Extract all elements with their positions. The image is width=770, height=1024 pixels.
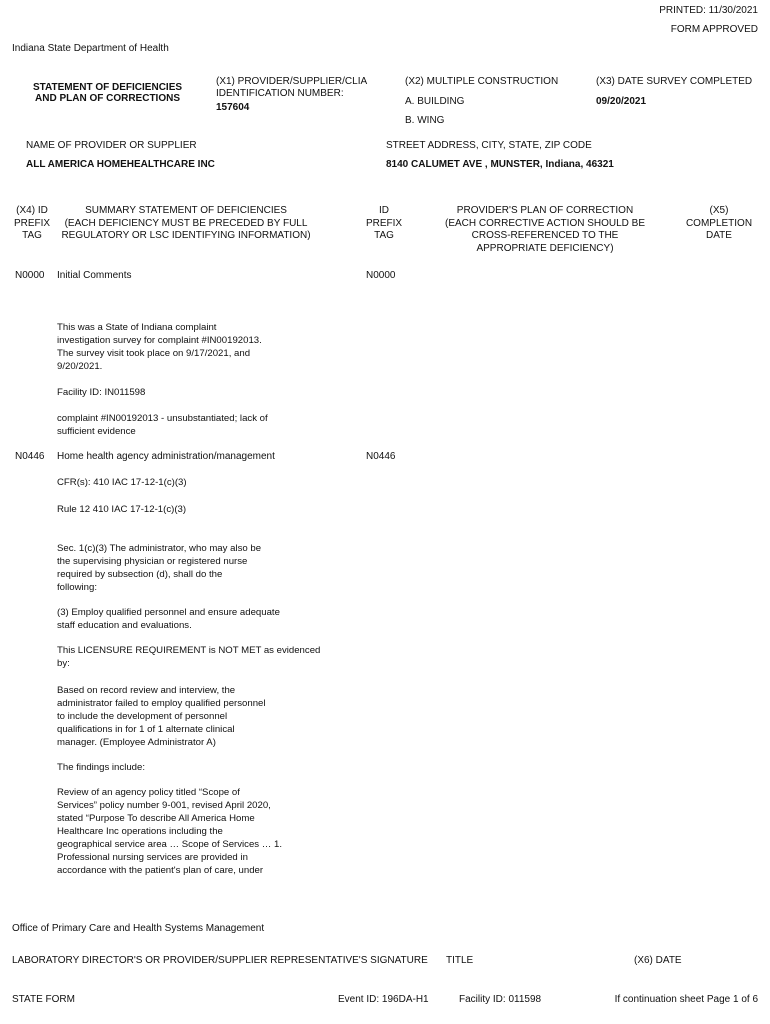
x2-label: (X2) MULTIPLE CONSTRUCTION	[405, 76, 559, 87]
n0446-paragraph-6: Review of an agency policy titled “Scope of Services” policy number 9-001, revised April 2020, stated “Purpose To describe All America Home Healthcare Inc operations including the geographical service area … Scope of Services … 1. Professional nursing services are provided in accordance with the patient's plan of care, under	[57, 787, 283, 876]
provider-value: ALL AMERICA HOMEHEALTHCARE INC	[26, 159, 215, 170]
address-label: STREET ADDRESS, CITY, STATE, ZIP CODE	[386, 140, 592, 151]
n0446-paragraph-4: Based on record review and interview, the administrator failed to employ qualified personnel to include the development of personnel qualifications in for 1 of 1 alternate clinical manager. (Employee Administrator A)	[57, 685, 266, 748]
col-x4-header: (X4) ID PREFIX TAG	[13, 205, 51, 241]
id-tag-n0446: N0446	[366, 451, 396, 462]
x2-building: A. BUILDING	[405, 96, 465, 107]
x3-value: 09/20/2021	[596, 96, 647, 107]
n0446-rule: Rule 12 410 IAC 17-12-1(c)(3)	[57, 504, 187, 515]
signature-label: LABORATORY DIRECTOR'S OR PROVIDER/SUPPLIER REPRESENTATIVE'S SIGNATURE	[12, 955, 428, 966]
n0000-paragraph-1: This was a State of Indiana complaint investigation survey for complaint #IN00192013. The survey visit took place on 9/17/2021, and 9/20/2021.	[57, 322, 262, 372]
x2-wing: B. WING	[405, 115, 445, 126]
tag-n0000: N0000	[15, 270, 45, 281]
x3-label: (X3) DATE SURVEY COMPLETED	[596, 76, 753, 87]
n0446-paragraph-5: The findings include:	[57, 762, 145, 773]
n0446-paragraph-3: This LICENSURE REQUIREMENT is NOT MET as evidenced by:	[57, 645, 321, 669]
n0000-facility-id: Facility ID: IN011598	[57, 387, 146, 398]
n0446-cfr: CFR(s): 410 IAC 17-12-1(c)(3)	[57, 477, 187, 488]
n0000-title: Initial Comments	[57, 270, 132, 281]
office-name: Office of Primary Care and Health Systems Management	[12, 923, 265, 934]
col-plan-header: PROVIDER'S PLAN OF CORRECTION (EACH CORRECTIVE ACTION SHOULD BE CROSS-REFERENCED TO THE APPROPRIATE DEFICIENCY)	[444, 205, 646, 254]
provider-label: NAME OF PROVIDER OR SUPPLIER	[26, 140, 197, 151]
printed-date: PRINTED: 11/30/2021	[659, 5, 758, 16]
n0446-paragraph-1: Sec. 1(c)(3) The administrator, who may also be the supervising physician or registered nurse required by subsection (d), shall do the following:	[57, 543, 262, 593]
n0446-title: Home health agency administration/management	[57, 451, 275, 462]
address-value: 8140 CALUMET AVE , MUNSTER, Indiana, 46321	[386, 159, 614, 170]
n0000-paragraph-3: complaint #IN00192013 - unsubstantiated; lack of sufficient evidence	[57, 413, 268, 437]
col-id-header: ID PREFIX TAG	[365, 205, 403, 241]
continuation-page: If continuation sheet Page 1 of 6	[614, 994, 758, 1005]
col-summary-header: SUMMARY STATEMENT OF DEFICIENCIES (EACH DEFICIENCY MUST BE PRECEDED BY FULL REGULATORY OR LSC IDENTIFYING INFORMATION)	[61, 205, 311, 241]
id-tag-n0000: N0000	[366, 270, 396, 281]
x1-provider-id: (X1) PROVIDER/SUPPLIER/CLIA IDENTIFICATION NUMBER: 157604	[216, 76, 368, 113]
event-id: Event ID: 196DA-H1	[338, 994, 429, 1005]
state-form: STATE FORM	[12, 994, 75, 1005]
form-approved: FORM APPROVED	[670, 24, 758, 35]
x6-date-label: (X6) DATE	[634, 955, 682, 966]
tag-n0446: N0446	[15, 451, 45, 462]
facility-id: Facility ID: 011598	[459, 994, 542, 1005]
title-label: TITLE	[446, 955, 474, 966]
col-x5-header: (X5) COMPLETION DATE	[685, 205, 753, 241]
x1-value: 157604	[216, 102, 250, 113]
form-title: STATEMENT OF DEFICIENCIES AND PLAN OF CORRECTIONS	[32, 82, 183, 104]
agency-name: Indiana State Department of Health	[12, 43, 169, 54]
n0446-paragraph-2: (3) Employ qualified personnel and ensure adequate staff education and evaluations.	[57, 607, 280, 631]
